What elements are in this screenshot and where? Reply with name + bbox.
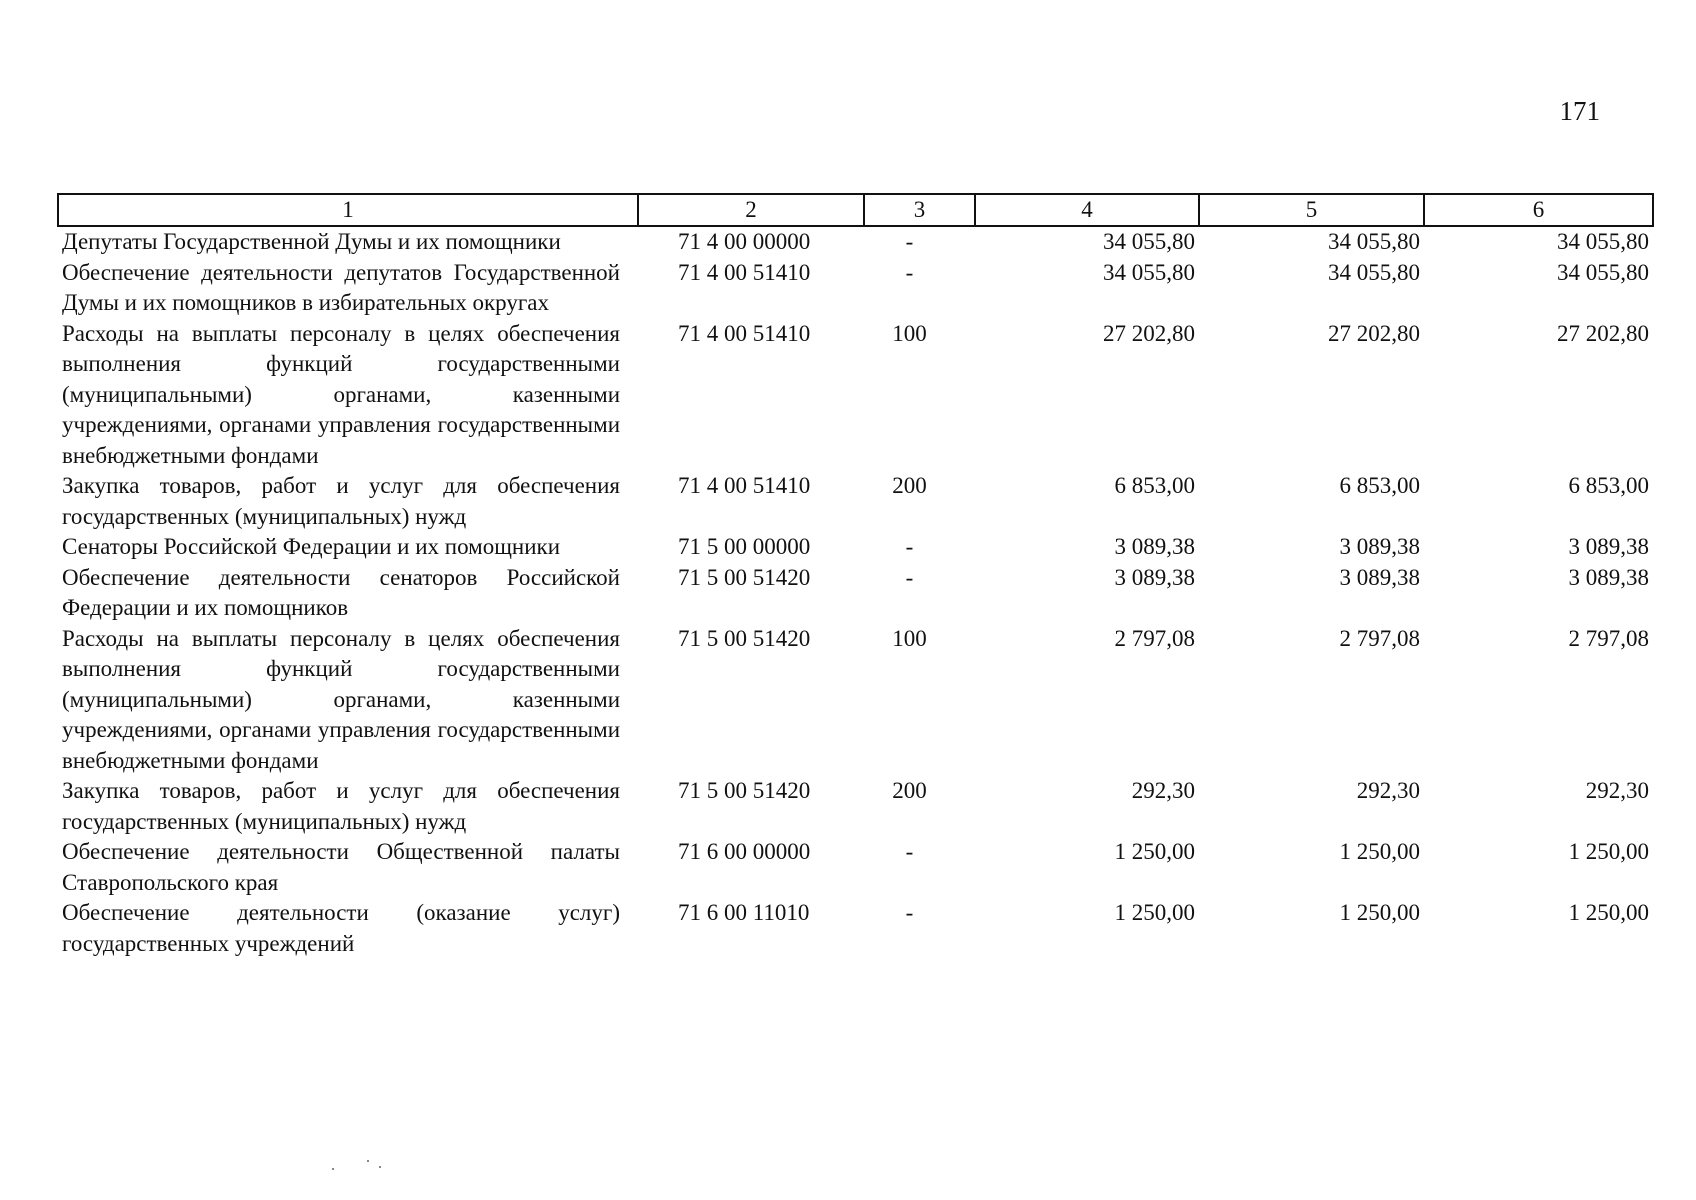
table-row — [58, 898, 1653, 959]
row-kind: - — [905, 564, 914, 590]
row-value-4: 6 853,00 — [1114, 473, 1195, 498]
row-value-5: 1 250,00 — [1339, 900, 1420, 925]
header-col-4: 4 — [975, 194, 1199, 226]
table-row — [58, 776, 1653, 837]
row-kind: - — [905, 900, 914, 925]
row-code: 71 6 00 11010 — [678, 900, 810, 925]
row-kind: - — [905, 259, 914, 285]
table-row — [58, 837, 1653, 898]
row-code: 71 5 00 51420 — [678, 564, 811, 590]
row-code: 71 5 00 51420 — [678, 778, 811, 803]
table-row — [58, 624, 1653, 777]
row-value-4: 3 089,38 — [1114, 534, 1195, 559]
row-code: 71 4 00 51410 — [678, 320, 811, 346]
header-col-6: 6 — [1424, 194, 1653, 226]
row-name: Обеспечение деятельности Общественной палаты Ставропольского края — [62, 839, 620, 895]
row-value-5: 292,30 — [1356, 778, 1420, 803]
row-value-4: 2 797,08 — [1114, 625, 1195, 651]
row-value-5: 3 089,38 — [1339, 534, 1420, 559]
table-row — [58, 471, 1653, 532]
row-value-4: 34 055,80 — [1103, 259, 1195, 285]
row-name: Закупка товаров, работ и услуг для обеспечения государственных (муниципальных) нужд — [62, 473, 620, 529]
row-value-6: 1 250,00 — [1568, 839, 1649, 864]
row-code: 71 4 00 51410 — [678, 259, 811, 285]
header-col-5: 5 — [1199, 194, 1424, 226]
row-name: Депутаты Государственной Думы и их помощники — [62, 229, 561, 254]
row-kind: - — [905, 534, 914, 559]
scan-speck — [379, 1166, 381, 1168]
row-name: Обеспечение деятельности сенаторов Российской Федерации и их помощников — [62, 564, 620, 620]
row-value-6: 1 250,00 — [1568, 900, 1649, 925]
row-value-5: 27 202,80 — [1328, 320, 1420, 346]
budget-table — [57, 193, 1654, 959]
row-kind: 100 — [892, 320, 927, 346]
row-value-5: 34 055,80 — [1328, 259, 1420, 285]
row-value-6: 27 202,80 — [1557, 320, 1649, 346]
row-value-6: 6 853,00 — [1568, 473, 1649, 498]
row-code: 71 4 00 51410 — [678, 473, 811, 498]
row-kind: 200 — [892, 473, 927, 498]
row-value-4: 27 202,80 — [1103, 320, 1195, 346]
row-name: Обеспечение деятельности депутатов Государственной Думы и их помощников в избирательных округах — [62, 259, 620, 315]
row-value-6: 34 055,80 — [1557, 259, 1649, 285]
row-code: 71 5 00 00000 — [678, 534, 811, 559]
row-name: Закупка товаров, работ и услуг для обеспечения государственных (муниципальных) нужд — [62, 778, 620, 834]
row-name: Расходы на выплаты персоналу в целях обеспечения выполнения функций государственными (муниципальными) органами, казенными учреждениями, органами управления государственными внебюджетными фондами — [62, 320, 620, 468]
row-name: Расходы на выплаты персоналу в целях обеспечения выполнения функций государственными (муниципальными) органами, казенными учреждениями, органами управления государственными внебюджетными фондами — [62, 625, 620, 773]
row-name: Обеспечение деятельности (оказание услуг) государственных учреждений — [62, 900, 620, 956]
row-code: 71 5 00 51420 — [678, 625, 811, 651]
header-col-3: 3 — [864, 194, 975, 226]
header-col-1: 1 — [58, 194, 638, 226]
row-code: 71 4 00 00000 — [678, 229, 811, 254]
row-kind: 200 — [892, 778, 927, 803]
row-value-4: 1 250,00 — [1114, 839, 1195, 864]
row-value-5: 2 797,08 — [1339, 625, 1420, 651]
table-body — [58, 226, 1653, 959]
row-value-6: 3 089,38 — [1568, 564, 1649, 590]
row-value-4: 34 055,80 — [1103, 229, 1195, 254]
table-row — [58, 258, 1653, 319]
table-row — [58, 563, 1653, 624]
row-value-5: 1 250,00 — [1339, 839, 1420, 864]
row-value-6: 3 089,38 — [1568, 534, 1649, 559]
table-row — [58, 532, 1653, 563]
table-header — [58, 194, 1653, 226]
row-value-5: 34 055,80 — [1328, 229, 1420, 254]
row-value-6: 34 055,80 — [1557, 229, 1649, 254]
table-row — [58, 319, 1653, 472]
row-value-6: 292,30 — [1585, 778, 1649, 803]
table-row — [58, 226, 1653, 258]
row-kind: - — [905, 839, 914, 864]
row-value-5: 3 089,38 — [1339, 564, 1420, 590]
row-name: Сенаторы Российской Федерации и их помощники — [62, 534, 561, 559]
row-value-4: 1 250,00 — [1114, 900, 1195, 925]
scan-speck — [332, 1168, 334, 1170]
row-value-6: 2 797,08 — [1568, 625, 1649, 651]
row-value-4: 3 089,38 — [1114, 564, 1195, 590]
header-col-2: 2 — [638, 194, 864, 226]
row-kind: 100 — [892, 625, 927, 651]
row-code: 71 6 00 00000 — [678, 839, 811, 864]
header-row — [58, 194, 1653, 226]
page-number: 171 — [1559, 96, 1600, 126]
scan-speck — [367, 1160, 369, 1162]
row-kind: - — [905, 229, 914, 254]
row-value-5: 6 853,00 — [1339, 473, 1420, 498]
row-value-4: 292,30 — [1131, 778, 1195, 803]
